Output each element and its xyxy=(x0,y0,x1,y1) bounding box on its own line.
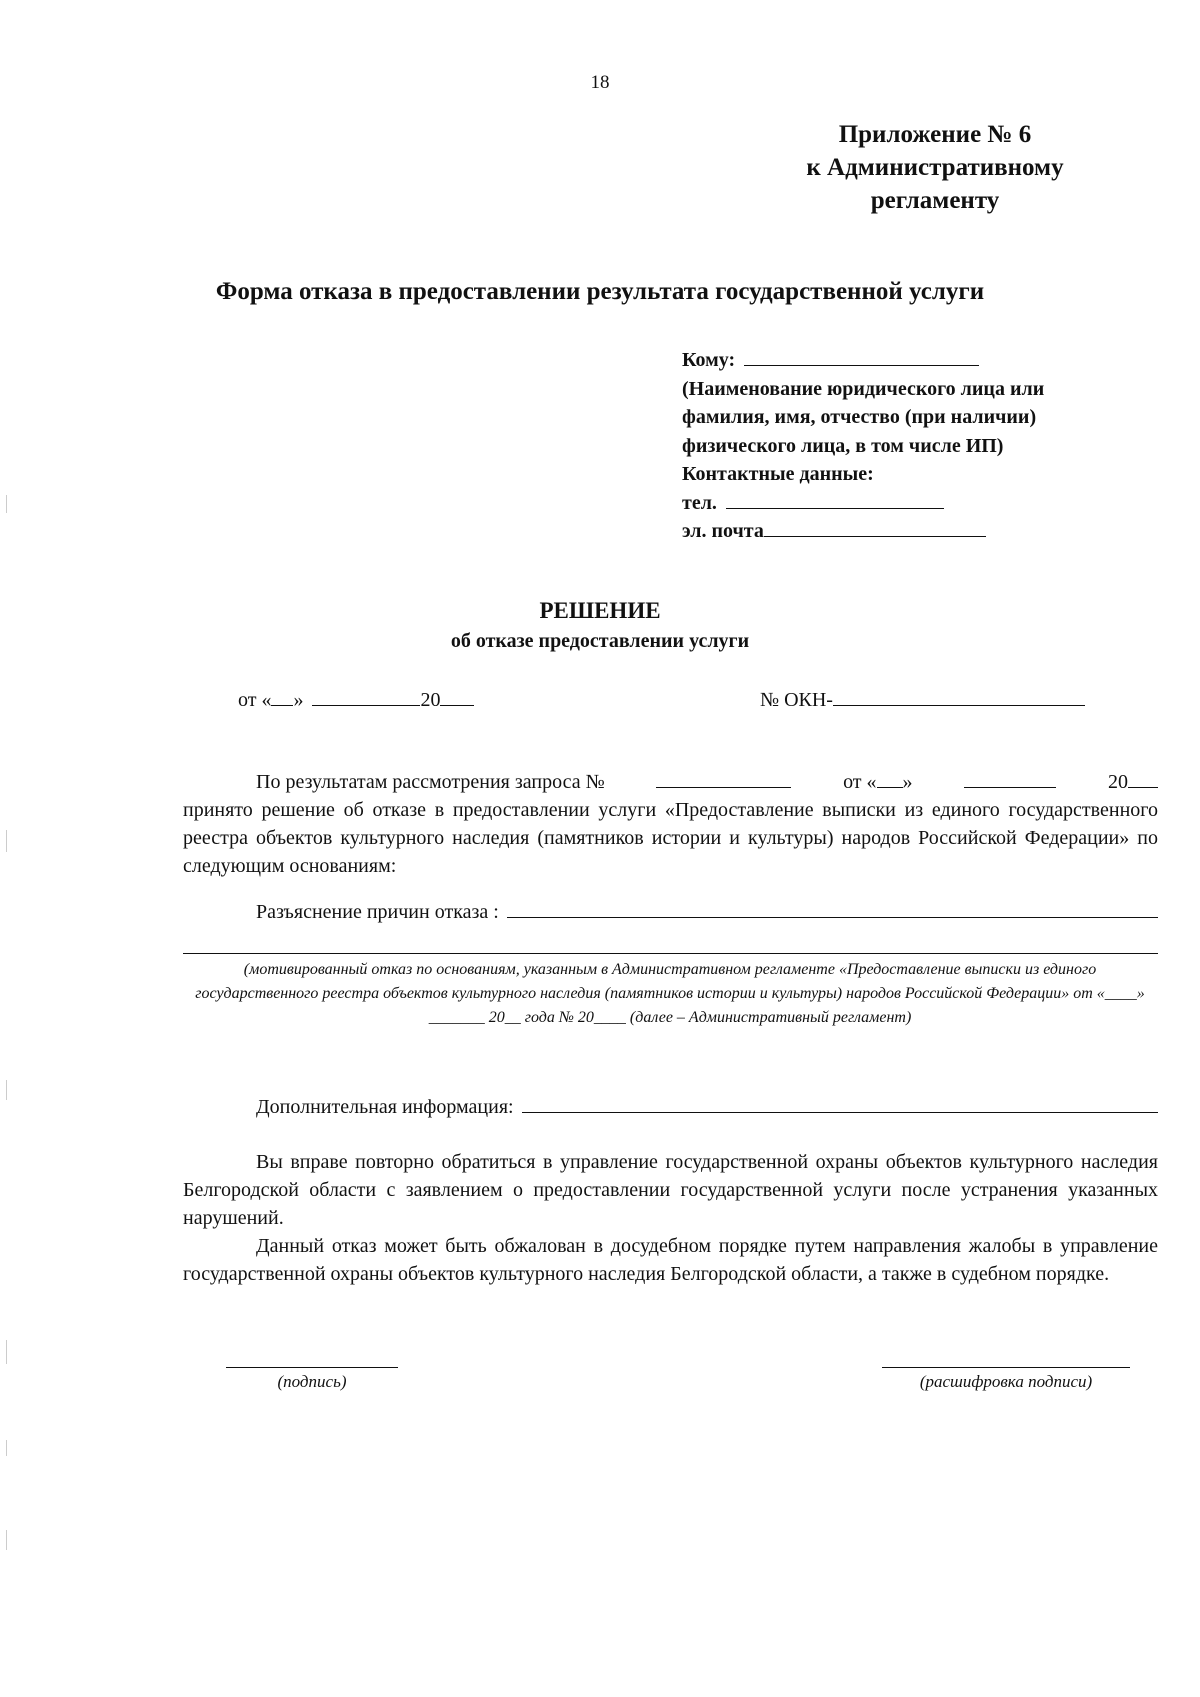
scan-artifact xyxy=(6,1440,7,1456)
signature-label: (подпись) xyxy=(277,1372,347,1391)
request-month-field[interactable] xyxy=(964,768,1056,788)
date-year-prefix: 20 xyxy=(420,689,441,711)
appeal-paragraph: Данный отказ может быть обжалован в досудебном порядке путем направления жалобы в управление государственной охраны объектов культурного наследия Белгородской области, а также в судебном порядке. xyxy=(183,1235,1158,1285)
email-line xyxy=(682,517,1152,546)
appendix-line-3: регламенту xyxy=(870,187,1000,214)
appendix-line-1: Приложение № 6 xyxy=(838,121,1032,148)
additional-info-field[interactable] xyxy=(522,1094,1158,1113)
to-blank-field[interactable] xyxy=(744,346,979,366)
request-year-field[interactable] xyxy=(1128,768,1158,788)
additional-info-line xyxy=(256,1093,1158,1121)
date-day-field[interactable] xyxy=(271,686,293,706)
request-line xyxy=(183,768,1158,796)
additional-info-label: Дополнительная информация: xyxy=(256,1096,514,1118)
reasons-note: (мотивированный отказ по основаниям, указанным в Административном регламенте «Предоставление выписки из единого государственного реестра объектов культурного наследия (памятников истории и культуры) народов Российской Федерации» от «____» _______ 20__ года № 20____ (далее – Административный регламент) xyxy=(195,961,1145,1026)
number-prefix: № ОКН- xyxy=(760,689,833,711)
recipient-to-line xyxy=(682,346,1152,375)
phone-line xyxy=(682,489,1152,518)
form-title: Форма отказа в предоставлении результата государственной услуги xyxy=(215,278,985,305)
email-blank-field[interactable] xyxy=(764,517,986,537)
appendix-line-2: к Административному xyxy=(806,154,1064,181)
scan-artifact xyxy=(6,830,7,852)
decision-date-row xyxy=(238,686,474,712)
date-month-field[interactable] xyxy=(312,686,420,706)
scan-artifact xyxy=(6,1340,7,1364)
scan-artifact xyxy=(6,1080,7,1100)
reasons-field[interactable] xyxy=(507,899,1158,918)
signature-decode-line[interactable] xyxy=(882,1367,1130,1368)
request-from-group xyxy=(843,768,912,796)
decision-number-row xyxy=(760,686,1085,712)
phone-blank-field[interactable] xyxy=(726,489,944,509)
scan-artifact xyxy=(6,495,7,513)
contacts-label: Контактные данные: xyxy=(682,463,874,485)
decision-title: РЕШЕНИЕ xyxy=(539,598,661,623)
request-year-group xyxy=(1108,768,1158,796)
phone-label: тел. xyxy=(682,491,717,514)
request-from-text: от « xyxy=(843,771,877,793)
recipient-block xyxy=(682,346,1152,546)
request-year-text: 20 xyxy=(1107,771,1128,793)
decision-number-field[interactable] xyxy=(833,686,1085,706)
additional-info-row xyxy=(183,1093,1158,1121)
request-quote-close: » xyxy=(902,771,913,793)
date-quote-close: » xyxy=(293,689,304,711)
to-label: Кому: xyxy=(682,349,736,371)
signature-decode-label: (расшифровка подписи) xyxy=(919,1372,1093,1391)
reasons-row xyxy=(183,898,1158,926)
request-paragraph xyxy=(183,768,1158,880)
request-day-field[interactable] xyxy=(877,768,903,788)
page-number: 18 xyxy=(590,72,610,93)
reasons-field-continuation[interactable] xyxy=(183,953,1158,954)
request-start-text: По результатам рассмотрения запроса № xyxy=(256,771,605,793)
signature-line[interactable] xyxy=(226,1367,398,1368)
date-year-field[interactable] xyxy=(440,686,474,706)
request-number-field[interactable] xyxy=(656,768,791,788)
name-hint-2: фамилия, имя, отчество (при наличии) xyxy=(682,406,1037,428)
reasons-line xyxy=(256,898,1158,926)
reasons-label: Разъяснение причин отказа : xyxy=(256,901,499,923)
reapply-paragraph: Вы вправе повторно обратиться в управление государственной охраны объектов культурного наследия Белгородской области с заявлением о предоставлении государственной услуги после устранения указанных нарушений. xyxy=(183,1151,1158,1229)
date-prefix: от « xyxy=(238,689,272,711)
decision-subtitle: об отказе предоставлении услуги xyxy=(450,630,750,652)
email-label: эл. почта xyxy=(682,520,764,542)
name-hint-3: физического лица, в том числе ИП) xyxy=(682,434,1004,457)
scan-artifact xyxy=(6,1530,7,1550)
name-hint-1: (Наименование юридического лица или xyxy=(682,377,1045,400)
appendix-header xyxy=(725,118,1145,217)
request-rest-text: принято решение об отказе в предоставлении услуги «Предоставление выписки из единого государственного реестра объектов культурного наследия (памятников истории и культуры) народов Российской Федерации» по следующим основаниям: xyxy=(183,799,1158,877)
